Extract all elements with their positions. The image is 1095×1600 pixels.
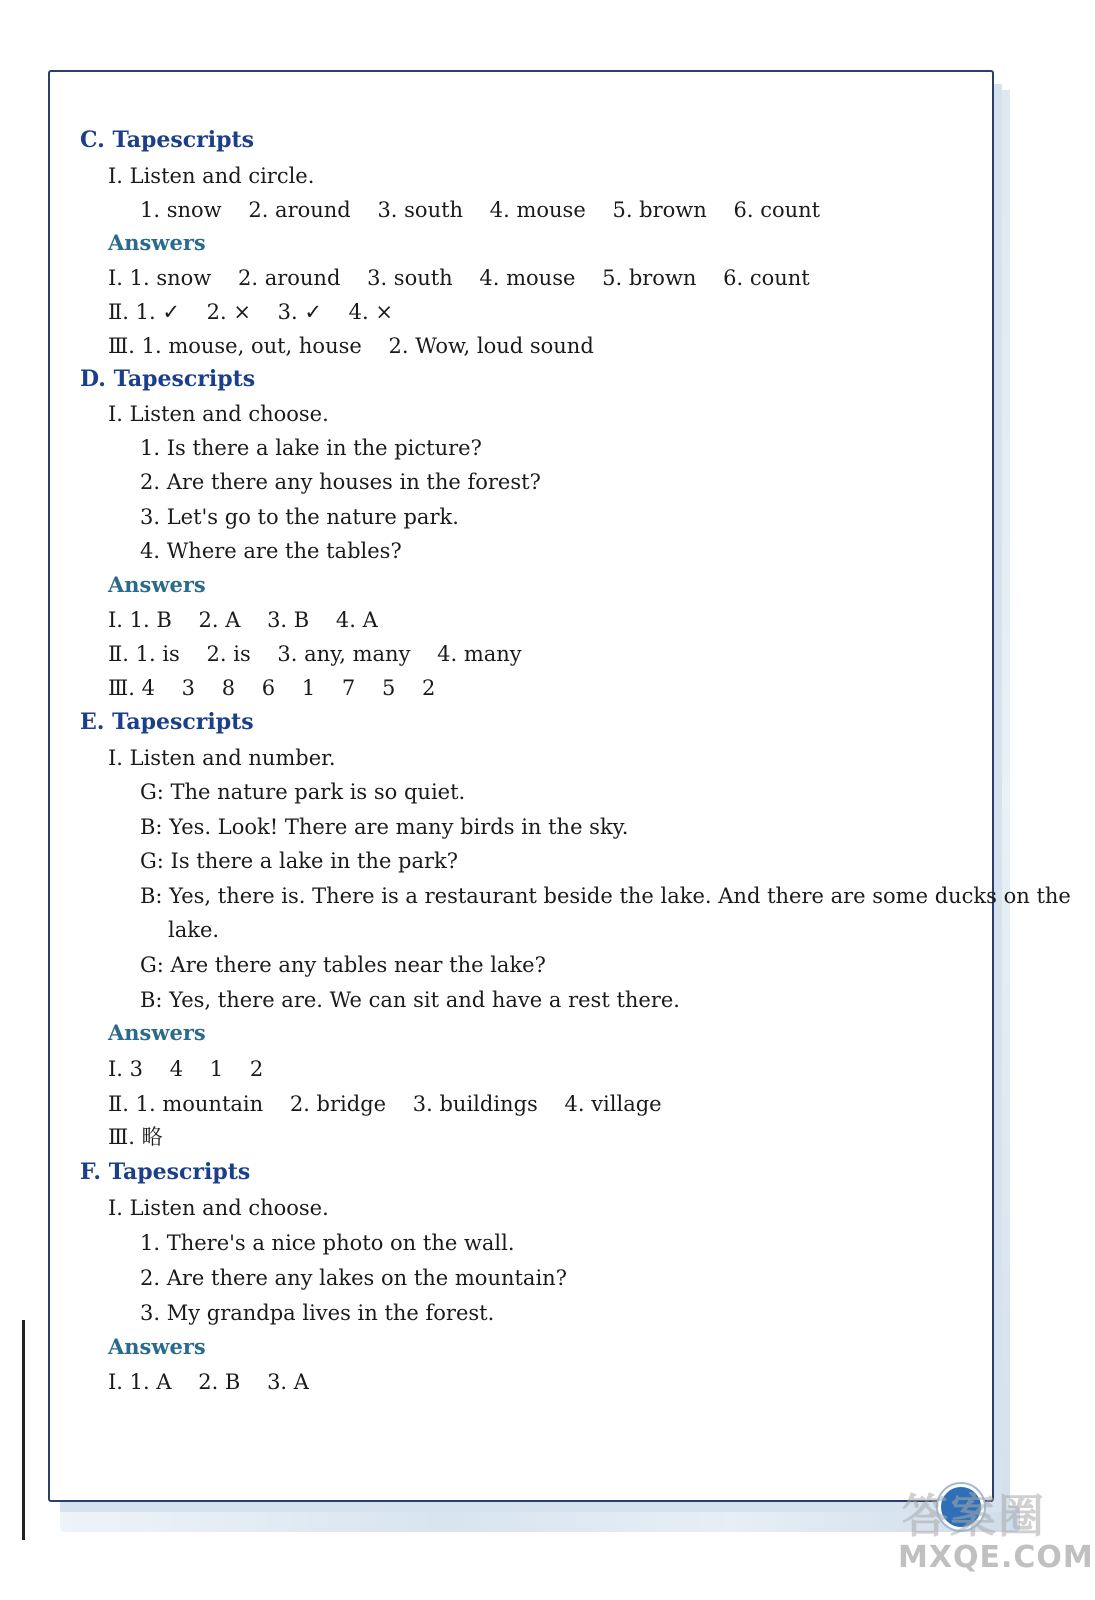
section-f-part1-title: Ⅰ. Listen and choose.	[108, 1196, 329, 1220]
section-d-answer-2: Ⅱ. 1. is 2. is 3. any, many 4. many	[108, 642, 522, 666]
section-e-answer-2: Ⅱ. 1. mountain 2. bridge 3. buildings 4. village	[108, 1092, 662, 1116]
section-c-answers-heading: Answers	[108, 230, 206, 255]
section-f-question-2: 2. Are there any lakes on the mountain?	[140, 1266, 567, 1290]
section-e-dialogue-6: B: Yes, there are. We can sit and have a rest there.	[140, 988, 680, 1012]
section-e-dialogue-2: B: Yes. Look! There are many birds in the sky.	[140, 815, 629, 839]
section-e-dialogue-4: B: Yes, there is. There is a restaurant beside the lake. And there are some ducks on the	[140, 884, 1071, 908]
section-f-answer-1: Ⅰ. 1. A 2. B 3. A	[108, 1370, 309, 1394]
section-d-part1-title: Ⅰ. Listen and choose.	[108, 402, 329, 426]
section-c-heading: C. Tapescripts	[80, 127, 255, 153]
section-e-dialogue-4-cont: lake.	[168, 918, 220, 942]
section-f-heading: F. Tapescripts	[80, 1159, 251, 1185]
bottom-decorative-band	[60, 1506, 1020, 1532]
section-d-question-2: 2. Are there any houses in the forest?	[140, 470, 541, 494]
section-e-heading: E. Tapescripts	[80, 709, 254, 735]
section-d-answer-1: Ⅰ. 1. B 2. A 3. B 4. A	[108, 608, 378, 632]
section-e-dialogue-3: G: Is there a lake in the park?	[140, 849, 459, 873]
section-e-answer-1: Ⅰ. 3 4 1 2	[108, 1057, 264, 1081]
section-d-answer-3: Ⅲ. 4 3 8 6 1 7 5 2	[108, 676, 436, 700]
section-f-question-3: 3. My grandpa lives in the forest.	[140, 1301, 495, 1325]
section-d-question-1: 1. Is there a lake in the picture?	[140, 436, 482, 460]
watermark-top-text: 答案圈	[902, 1489, 1046, 1543]
section-e-answers-heading: Answers	[108, 1020, 206, 1045]
section-f-answers-heading: Answers	[108, 1334, 206, 1359]
watermark-bottom-text: MXQE.COM	[898, 1540, 1094, 1575]
page-edge-shadow	[996, 90, 1010, 1510]
section-c-answer-1: Ⅰ. 1. snow 2. around 3. south 4. mouse 5. brown 6. count	[108, 266, 810, 290]
section-c-part1-title: Ⅰ. Listen and circle.	[108, 164, 315, 188]
section-e-dialogue-5: G: Are there any tables near the lake?	[140, 953, 546, 977]
section-f-question-1: 1. There's a nice photo on the wall.	[140, 1231, 515, 1255]
section-c-answer-3: Ⅲ. 1. mouse, out, house 2. Wow, loud sound	[108, 334, 594, 358]
section-d-heading: D. Tapescripts	[80, 366, 256, 392]
section-c-word-list: 1. snow 2. around 3. south 4. mouse 5. brown 6. count	[140, 198, 821, 222]
watermark-logo	[892, 1478, 1094, 1588]
section-d-answers-heading: Answers	[108, 572, 206, 597]
section-e-answer-3: Ⅲ. 略	[108, 1125, 163, 1149]
section-d-question-4: 4. Where are the tables?	[140, 539, 402, 563]
section-d-question-3: 3. Let's go to the nature park.	[140, 505, 459, 529]
section-c-answer-2: Ⅱ. 1. ✓ 2. × 3. ✓ 4. ×	[108, 300, 393, 324]
section-e-part1-title: Ⅰ. Listen and number.	[108, 746, 336, 770]
binding-line	[22, 1320, 25, 1540]
section-e-dialogue-1: G: The nature park is so quiet.	[140, 780, 466, 804]
